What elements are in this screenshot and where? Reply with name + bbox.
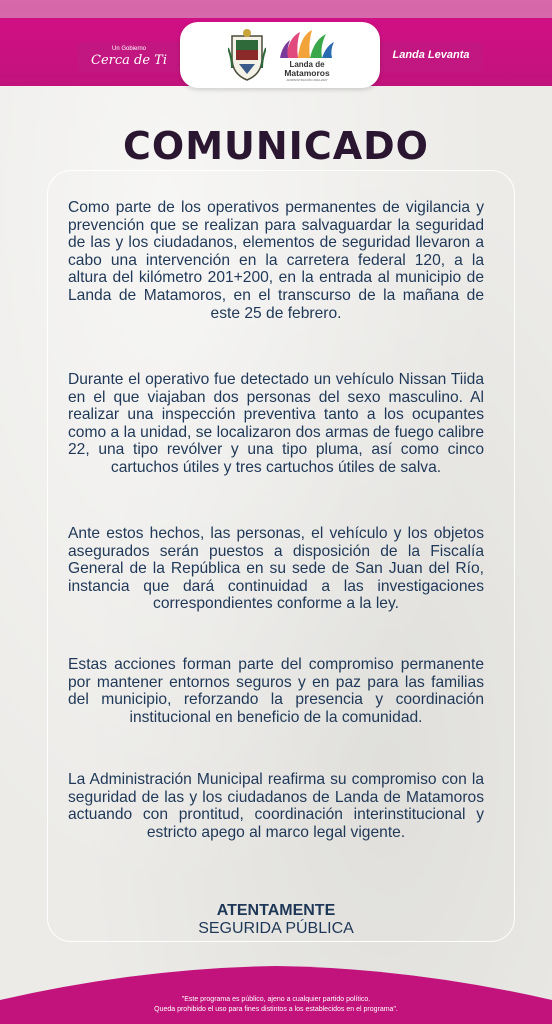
slogan-right: Landa Levanta (392, 49, 470, 61)
logo-text-administration: ADMINISTRACIÓN 2024-2027 (286, 78, 328, 82)
paragraph-1: Como parte de los operativos permanentes de vigilancia y prevención que se realizan para salvaguardar la seguridad de las y los ciudadanos, elementos de seguridad llevaron a cabo una intervención en la carretera federal 120, a la altura del kilómetro 201+200, en la entrada al municipio de Landa de Matamoros, en el transcurso de la mañana de este 25 de febrero. (68, 199, 484, 322)
paragraph-5: La Administración Municipal reafirma su compromiso con la seguridad de las y los ciudadanos de Landa de Matamoros actuando con prontitud, coordinación interinstitucional y estricto apego al marco legal vigente. (68, 771, 484, 841)
landa-logo-icon (278, 28, 338, 60)
logo-text-landa: Landa de (289, 60, 325, 69)
slogan-left: Cerca de Ti (91, 53, 167, 68)
footer-band (0, 960, 552, 1024)
slogan-right-tab (380, 42, 482, 72)
footer-disclaimer-line2: Queda prohibido el uso para fines distintos a los establecidos en el programa". (154, 1006, 398, 1013)
municipal-crest-icon (228, 28, 266, 82)
header-band-top-strip (0, 0, 552, 18)
footer-wave-shape (0, 960, 552, 1024)
logo-card (180, 22, 380, 88)
paragraph-2: Durante el operativo fue detectado un vehículo Nissan Tiida en el que viajaban dos personas del sexo masculino. Al realizar una inspección preventiva tanto a los ocupantes como a la unidad, se localizaron dos armas de fuego calibre 22, una tipo revólver y una tipo pluma, así como cinco cartuchos útiles y tres cartuchos útiles de salva. (68, 371, 484, 476)
paragraph-4: Estas acciones forman parte del compromiso permanente por mantener entornos seguros y en paz para las familias del municipio, reforzando la presencia y coordinación institucional en beneficio de la comunidad. (68, 656, 484, 726)
slogan-left-small: Un Gobierno (111, 46, 147, 52)
slogan-left-tab (78, 42, 180, 72)
page-title: COMUNICADO (123, 124, 429, 168)
logo-text-matamoros: Matamoros (284, 68, 330, 78)
signature-closing: ATENTAMENTE (216, 902, 336, 919)
footer-disclaimer-line1: "Este programa es público, ajeno a cualquier partido político. (181, 996, 371, 1003)
signature-department: SEGURIDA PÚBLICA (198, 920, 354, 937)
paragraph-3: Ante estos hechos, las personas, el vehículo y los objetos asegurados serán puestos a disposición de la Fiscalía General de la República en su sede de San Juan del Río, instancia que dará continuidad a las investigaciones correspondientes conforme a la ley. (68, 525, 484, 613)
